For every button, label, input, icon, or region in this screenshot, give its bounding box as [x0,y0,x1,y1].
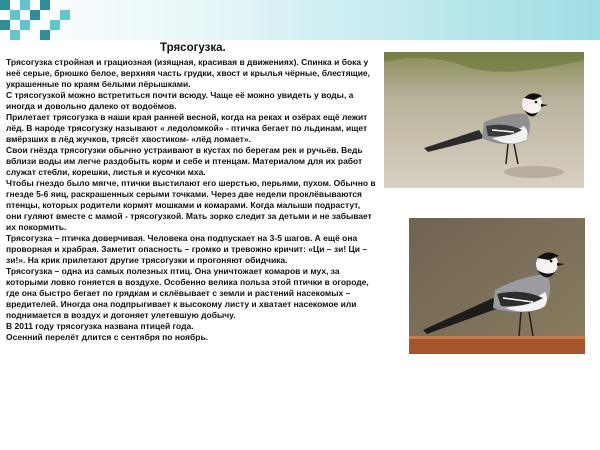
paragraph: С трясогузкой можно встретиться почти всюду. Чаще её можно увидеть у воды, а иногда и довольно далеко от водоёмов. [6,90,354,111]
article-body [6,57,376,343]
page-title: Трясогузка. [160,42,226,54]
paragraph: Трясогузка – птичка доверчивая. Человека она подпускает на 3-5 шагов. А ещё она проворная и храбрая. Заметит опасность – громко и тревожно кричит: «Ци – зи! Ци – зи!». На крик прилетают другие трясогузки и прогоняют обидчика. [6,233,368,265]
paragraph: Свои гнёзда трясогузки обычно устраивают в кустах по берегам рек и ручьёв. Ведь вблизи воды им легче раздобыть корм и себе и птенцам. Материалом для их работ служат стебли, корешки, листья и кусочки мха. [6,145,363,177]
paragraph: Чтобы гнездо было мягче, птички выстилают его шерстью, перьями, пухом. Обычно в гнезде 5-6 яиц, раскрашенных серыми точками. Через две недели проклёвываются птенцы, которых родители кормят мошками и комарами. Когда малыши подрастут, они гуляют вместе с мамой - трясогузкой. Мать зорко следит за детьми и не забывает их покормить. [6,178,376,232]
header-band [0,0,600,40]
paragraph: Трясогузка – одна из самых полезных птиц. Она уничтожает комаров и мух, за которыми ловко гоняется в воздухе. Особенно велика польза этой птички в огороде, где она быстро бегает по грядкам и склёвывает с земли и растений насекомых – вредителей. Иногда она подпрыгивает к высокому листу и хватает насекомое или поднимается в воздух и догоняет улетевшую добычу. [6,266,369,320]
paragraph: Осенний перелёт длится с сентября по ноябрь. [6,332,209,342]
paragraph: Прилетает трясогузка в наши края ранней весной, когда на реках и озёрах ещё лежит лёд. В народе трясогузку называют « ледоломкой» - птичка бегает по льдинам, ищет вмёрзших в лёд жучков, трясёт хвостиком- «лёд ломает». [6,112,368,144]
wagtail-photo-perched [409,218,585,354]
decorative-checker-pattern [0,0,80,40]
wagtail-photo-ground [384,52,584,188]
paragraph: В 2011 году трясогузка названа птицей года. [6,321,194,331]
paragraph: Трясогузка стройная и грациозная (изящная, красивая в движениях). Спинка и бока у неё серые, брюшко белое, верхняя часть грудки, хвост и крылья чёрные, блестящие, украшенные по краям белыми пёрышками. [6,57,371,89]
